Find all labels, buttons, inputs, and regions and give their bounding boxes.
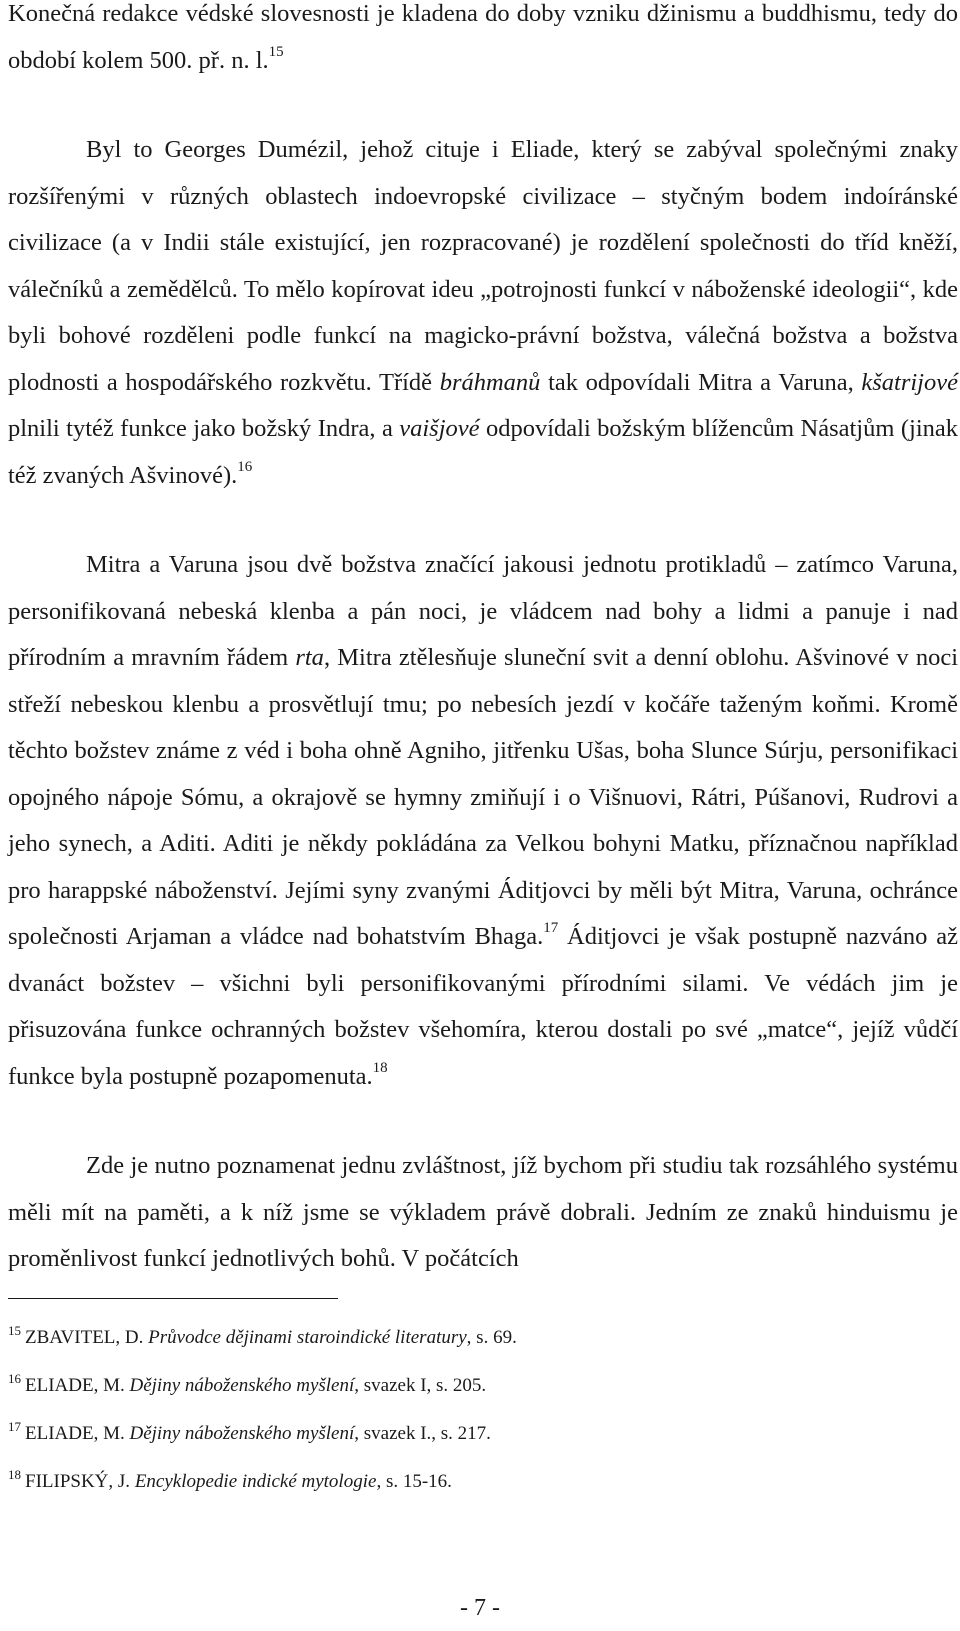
footnote-number: 15 <box>8 1323 21 1338</box>
footnote-separator <box>8 1298 338 1299</box>
paragraph-3-text-a: Mitra a Varuna jsou dvě božstva značící jakousi jednotu protikladů – zatímco Varuna, personifikovaná nebeská klenba a pán noci, je vládcem nad bohy a lidmi a panuje i nad přírodním a mravním řádem <box>8 551 958 671</box>
term-ksatrijove: kšatrijové <box>861 368 958 396</box>
footnote-author: ELIADE, M. <box>25 1423 130 1444</box>
paragraph-2-text-a: Byl to Georges Dumézil, jehož cituje i Eliade, který se zabýval společnými znaky rozšířenými v různých oblastech indoevropské civilizace – styčným bodem indoíránské civilizace (a v Indii stále existující, jen rozpracované) je rozdělení společnosti do tříd kněží, válečníků a zemědělců. To mělo kopírovat ideu „potrojnosti funkcí v náboženské ideologii“, kde byli bohové rozděleni podle funkcí na magicko-právní božstva, válečná božstva a božstva plodnosti a hospodářského rozkvětu. Třídě <box>8 136 958 396</box>
paragraph-4-text: Zde je nutno poznamenat jednu zvláštnost, jíž bychom při studiu tak rozsáhlého systému měli mít na paměti, a k níž jsme se výkladem právě dobrali. Jedním ze znaků hinduismu je proměnlivost funkcí jednotlivých bohů. V počátcích <box>8 1152 958 1272</box>
footnote-author: ELIADE, M. <box>25 1375 130 1396</box>
footnote-title: Dějiny náboženského myšlení <box>129 1375 355 1396</box>
footnote-title: Dějiny náboženského myšlení <box>129 1423 355 1444</box>
footnote-title: Encyklopedie indické mytologie <box>134 1471 377 1492</box>
footnote-number: 16 <box>8 1371 21 1386</box>
paragraph-1-text: Konečná redakce védské slovesnosti je kladena do doby vzniku džinismu a buddhismu, tedy do období kolem 500. př. n. l. <box>8 0 958 74</box>
footnote-ref-15[interactable]: 15 <box>268 43 284 60</box>
footnote-ref-16[interactable]: 16 <box>237 458 253 475</box>
paragraph-2-text-b: tak odpovídali Mitra a Varuna, <box>540 368 862 396</box>
term-brahmanu: bráhmanů <box>439 368 541 396</box>
footnote-17 <box>8 1419 958 1446</box>
page-number: - 7 - <box>460 1595 500 1621</box>
paragraph-2-text-d: odpovídali božským blížencům Násatjům (jinak též zvaných Ašvinové). <box>8 415 958 489</box>
footnote-pages: , s. 69. <box>466 1327 517 1348</box>
paragraph-3-text-c: Áditjovci je však postupně nazváno až dvanáct božstev – všichni byli personifikovanými přírodními silami. Ve védách jim je přisuzována funkce ochranných božstev všehomíra, kterou dostali po své „matce“, jejíž vůdčí funkce byla postupně pozapomenuta. <box>8 923 958 1090</box>
paragraph-2 <box>8 127 958 499</box>
paragraph-3-text-b: , Mitra ztělesňuje sluneční svit a denní oblohu. Ašvinové v noci střeží nebeskou klenbu a prosvětlují tmu; po nebesích jezdí v kočáře taženým koňmi. Kromě těchto božstev známe z véd i boha ohně Agniho, jitřenku Ušas, boha Slunce Súrju, personifikaci opojného nápoje Sómu, a okrajově se hymny zmiňují i o Višnuovi, Rátri, Púšanovi, Rudrovi a jeho synech, a Aditi. Aditi je někdy pokládána za Velkou bohyni Matku, příznačnou například pro harappské náboženství. Jejími syny zvanými Áditjovci by měli být Mitra, Varuna, ochránce společnosti Arjaman a vládce nad bohatstvím Bhaga. <box>8 644 958 950</box>
term-rta: rta <box>295 644 324 671</box>
footnote-ref-18[interactable]: 18 <box>372 1059 388 1076</box>
paragraph-4 <box>8 1143 958 1283</box>
footnote-author: ZBAVITEL, D. <box>25 1327 149 1348</box>
footnote-16 <box>8 1371 958 1398</box>
footnote-pages: , svazek I, s. 205. <box>354 1375 487 1396</box>
footnote-number: 17 <box>8 1419 21 1434</box>
term-vaisjove: vaišjové <box>399 415 480 442</box>
footnote-author: FILIPSKÝ, J. <box>25 1471 135 1492</box>
footnote-pages: , svazek I., s. 217. <box>354 1423 491 1444</box>
paragraph-1 <box>8 0 958 84</box>
footnote-18 <box>8 1467 958 1494</box>
footnote-ref-17[interactable]: 17 <box>543 920 559 936</box>
footnote-pages: , s. 15-16. <box>376 1471 452 1492</box>
document-page <box>8 0 958 1283</box>
paragraph-2-text-c: plnili tytéž funkce jako božský Indra, a <box>8 415 400 442</box>
footnote-number: 18 <box>8 1467 21 1482</box>
footnote-title: Průvodce dějinami staroindické literatury <box>148 1327 467 1348</box>
paragraph-3 <box>8 542 958 1100</box>
footnote-15 <box>8 1323 958 1350</box>
footnotes <box>8 1323 958 1518</box>
